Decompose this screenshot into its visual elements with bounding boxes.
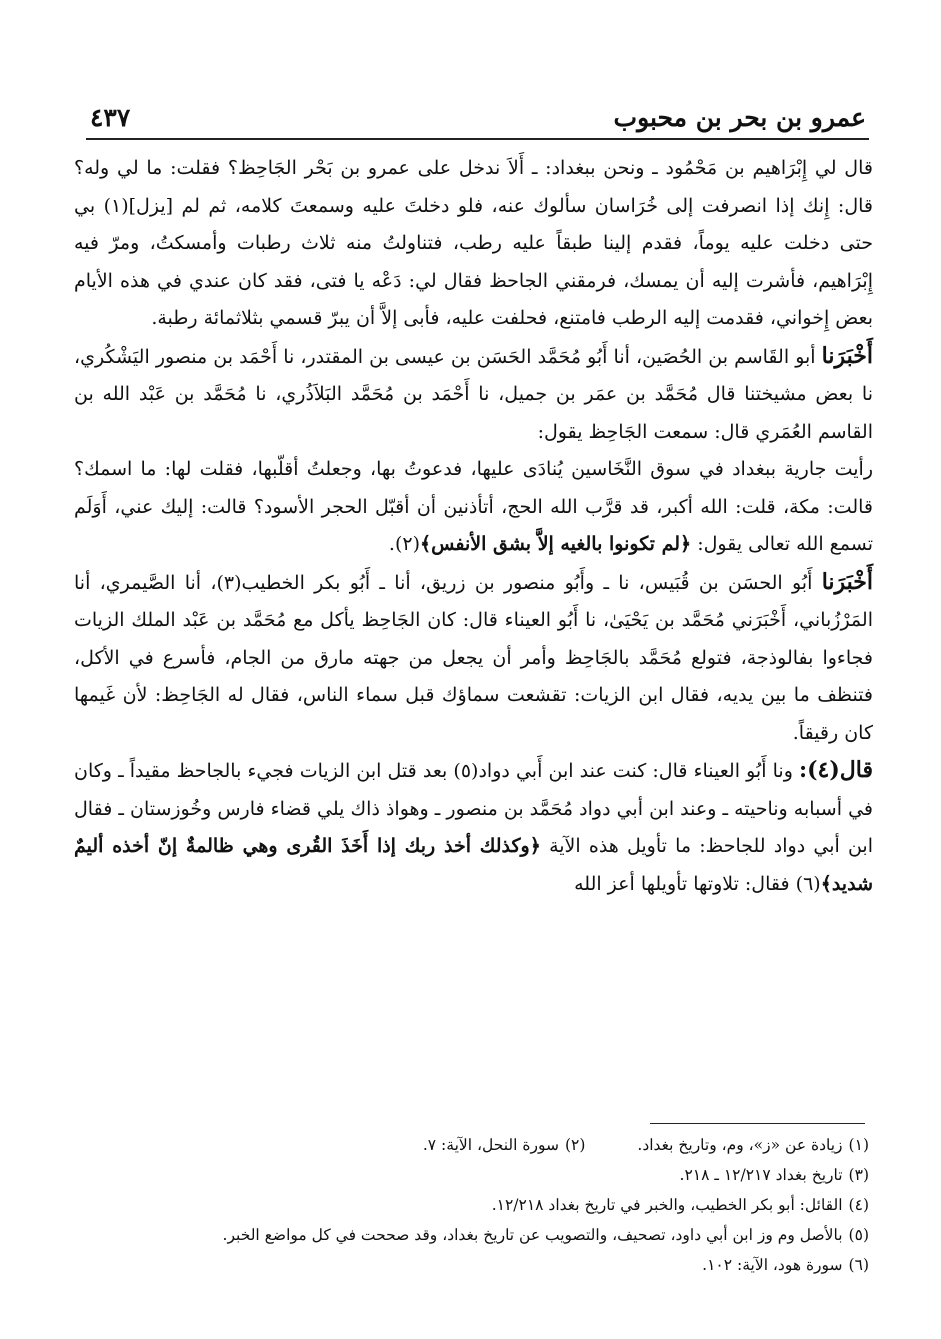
footnote-text: زيادة عن «ز»، وم، وتاريخ بغداد. [637, 1136, 843, 1154]
paragraph-3 [74, 451, 873, 564]
footnote-row [100, 1130, 869, 1160]
paragraph-lead: أَخْبَرَنا [821, 568, 874, 595]
paragraph-text: (٦) فقال: تلاوتها تأويلها أعز الله [574, 872, 821, 895]
paragraph-5 [74, 752, 873, 903]
footnote-number: (٤) [848, 1196, 869, 1214]
paragraph-lead: أَخْبَرَنا [821, 342, 873, 369]
footnote-number: (٥) [848, 1226, 869, 1244]
paragraph-text: رأيت جارية ببغداد في سوق النَّخَاسين يُنادَى عليها، فدعوتُ بها، وجعلتُ أقلّبها، فقلت لها: ما اسمك؟ قالت: مكة، قلت: الله أكبر، قد قرَّب الله الحج، أتأذنين أن أقبّل الحجر الأسود؟ قالت: إليك عني، أَوَلَم تسمع الله تعالى يقول: [74, 458, 873, 555]
paragraph-lead: قال(٤): [799, 757, 873, 783]
footnote-text: القائل: أبو بكر الخطيب، والخبر في تاريخ بغداد ١٢/٢١٨. [491, 1196, 843, 1214]
footnote-4 [100, 1190, 869, 1220]
paragraph-text: ونا أَبُو العيناء قال: كنت عند ابن أَبي دواد(٥) بعد قتل ابن الزيات فجيء بالجاحظ مقيداً ـ وكان في أسبابه وناحيته ـ وعند ابن أبي دواد مُحَمَّد بن منصور ـ وهواذ ذاك يلي قضاء فارس وخُوزستان ـ فقال ابن أبي دواد للجاحظ: ما تأويل هذه الآية [74, 760, 873, 857]
footnote-3 [100, 1160, 869, 1190]
footnote-2 [423, 1130, 586, 1160]
footnote-text: سورة النحل، الآية: ٧. [422, 1136, 559, 1154]
footnote-ref: (٢). [388, 533, 421, 555]
quran-quote: ﴿لم تكونوا بالغيه إلاَّ بشق الأنفس﴾ [420, 533, 692, 555]
footnote-rule [650, 1123, 865, 1124]
footnote-text: تاريخ بغداد ١٢/٢١٧ ـ ٢١٨. [679, 1166, 843, 1184]
paragraph-4 [74, 564, 873, 753]
footnote-5 [100, 1220, 869, 1250]
paragraph-text: أبو القَاسم بن الحُصَين، أنا أَبُو مُحَمَّد الحَسَن بن عيسى بن المقتدر، نا أَحْمَد بن منصور اليَشْكُري، نا بعض مشيختنا قال مُحَمَّد بن عمَر بن جميل، نا أَحْمَد بن مُحَمَّد البَلاَذُري، نا مُحَمَّد بن عَبْد الله بن القاسم العُمَري قال: سمعت الجَاحِظ يقول: [74, 345, 873, 443]
footnote-number: (١) [848, 1136, 869, 1154]
footnote-number: (٣) [848, 1166, 869, 1184]
footnotes [100, 1130, 869, 1280]
footnote-6 [100, 1250, 869, 1280]
footnote-text: سورة هود، الآية: ١٠٢. [702, 1256, 843, 1274]
paragraph-text: أَبُو الحسَن بن قُبَيس، نا ـ وأَبُو منصور بن زريق، أنا ـ أَبُو بكر الخطيب(٣)، أنا الصَّيمري، أنا المَرْزُباني، أَخْبَرَني مُحَمَّد بن يَحْيَىٰ، نا أَبُو العيناء قال: كان الجَاحِظ يأكل مع مُحَمَّد بن عَبْد الملك الزيات فجاءوا بفالوذجة، فتولع مُحَمَّد بالجَاحِظ وأمر أن يجعل من جهته مارق من الجام، فأسرع في الأكل، فتنظف ما بين يديه، فقال ابن الزيات: تقشعت سماؤك قبل سماء الناس، فقال له الجَاحِظ: لأن غَيمها كان رقيقاً. [74, 571, 873, 744]
main-text [74, 150, 873, 903]
page-number: ٤٣٧ [90, 103, 131, 132]
paragraph-1 [74, 150, 873, 338]
page-header [90, 92, 866, 132]
footnote-text: بالأصل وم وز ابن أبي داود، تصحيف، والتصويب عن تاريخ بغداد، وقد صححت في كل مواضع الخبر. [222, 1226, 843, 1244]
footnote-number: (٦) [848, 1256, 869, 1274]
paragraph-2 [74, 338, 873, 452]
quran-quote: ﴿وكذلك أخذ ربك إذا أَخَذَ القُرى وهي ظالمةٌ إنّ أخذه أليمٌ شديد﴾ [74, 835, 873, 895]
footnote-1 [637, 1130, 869, 1160]
paragraph-text: قال لي إِبْرَاهيم بن مَحْمُود ـ ونحن ببغداد: ـ أَلاَ ندخل على عمرو بن بَحْر الجَاحِظ؟ فقلت: ما لي وله؟ قال: إِنك إذا انصرفت إلى خُرَاسان سألوك عنه، فلو دخلتَ عليه وسمعتَ كلامه، ثم لم [يزل](١) بي حتى دخلت عليه يوماً، فقدم إلينا طبقاً عليه رطب، فتناولتُ منه ثلاث رطبات وأمسكتُ، ومرّ فيه إِبْرَاهيم، فأشرت إليه أن يمسك، فرمقني الجاحظ فقال لي: دَعْه يا فتى، فقد كان عندي في هذه الأيام بعض إِخواني، فقدمت إليه الرطب فامتنع، فحلفت عليه، فأبى إلاَّ أن يبرّ قسمي بثلاثمائة رطبة. [74, 157, 874, 329]
header-rule [86, 138, 869, 140]
footnote-number: (٢) [564, 1136, 586, 1154]
running-title: عمرو بن بحر بن محبوب [613, 103, 866, 132]
